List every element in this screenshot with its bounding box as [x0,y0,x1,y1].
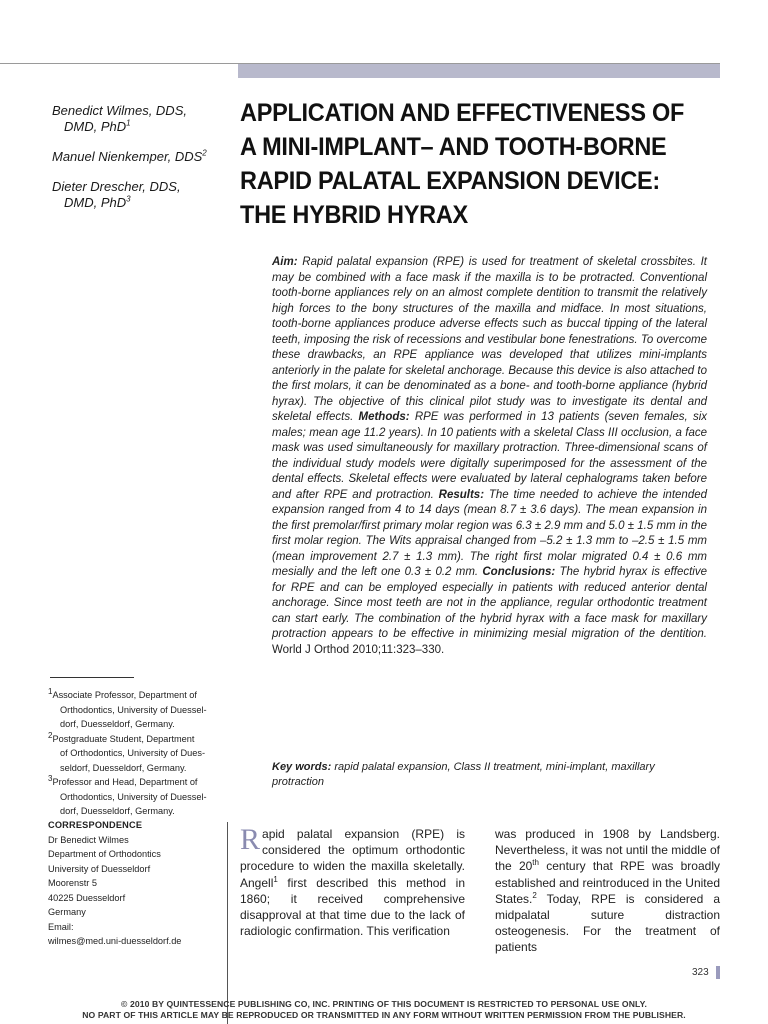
column-divider [227,822,228,1024]
affiliation-1-cont: Orthodontics, University of Duessel- dorf, Duesseldorf, Germany. [60,704,207,729]
results-label: Results: [438,488,485,501]
affiliation-2-text: Postgraduate Student, Department [52,733,195,744]
author-1-line2: DMD, PhD [64,119,127,134]
keywords [272,760,707,790]
copyright-notice [0,999,768,1021]
correspondence [48,818,223,949]
col1-text-a: apid palatal expansion (RPE) is considered the optimum orthodontic procedure to widen the maxilla skeletally. Angell [240,827,465,890]
affiliation-3-cont: Orthodontics, University of Duessel- dorf, Duesseldorf, Germany. [60,791,207,816]
copyright-line-2: NO PART OF THIS ARTICLE MAY BE REPRODUCED OR TRANSMITTED IN ANY FORM WITHOUT WRITTEN PERMISSION FROM THE PUBLISHER. [82,1010,686,1020]
reference-2: 2 [532,890,537,900]
keywords-label: Key words: [272,761,332,773]
aim-text: Rapid palatal expansion (RPE) is used for treatment of skeletal crossbites. It may be combined with a face mask if the maxilla is to be protracted. Conventional tooth-borne appliances rely on an almost complete dentition to transmit the relatively high forces to the bony structures of the maxilla and midface. In most situations, tooth-borne appliances produce adverse effects such as buccal tipping of the lateral teeth, imposing the risk of recessions and vestibular bone fenestrations. To overcome these drawbacks, an RPE appliance was developed that utilizes mini-implants anteriorly in the palate for skeletal anchorage. Because this device is also attached to the first molars, it can be denominated as a bone- and tooth-borne appliance (hybrid hyrax). The objective of this clinical pilot study was to investigate its dental and skeletal effects. [272,256,707,423]
correspondence-email-label: Email: [48,921,74,932]
methods-label: Methods: [358,411,410,423]
author-2-line1: Manuel Nienkemper, DDS [52,149,203,164]
affiliation-3-text: Professor and Head, Department of [52,777,198,787]
affiliation-3 [48,775,213,819]
author-2-sup: 2 [202,148,207,158]
body-column-2 [495,826,720,956]
author-1-sup: 1 [126,118,131,128]
conclusions-label: Conclusions: [482,566,556,578]
col1-text-b: first described this method in 1860; it received comprehensive disapproval at that time due to the lack of radiologic confirmation. This verification [240,875,465,939]
author-3 [52,179,232,211]
body-column-1 [240,823,465,939]
results-text: The time needed to achieve the intended expansion ranged from 4 to 14 days (mean 8.7 ± 3.6 days). The mean expansion in the first premolar/first primary molar region was 6.3 ± 2.9 mm and 5.0 ± 1.5 mm in the first molar region. The Wits appraisal changed from –5.2 ± 1.3 mm to –2.5 ± 1.5 mm (mean improvement 2.7 ± 1.3 mm). The right first molar migrated 0.4 ± 0.6 mm mesially and the left one 0.3 ± 0.2 mm. [272,488,708,578]
copyright-line-1: © 2010 BY QUINTESSENCE PUBLISHING CO, INC. PRINTING OF THIS DOCUMENT IS RESTRICTED TO PERSONAL USE ONLY. [121,999,647,1009]
author-3-line1: Dieter Drescher, DDS, [52,179,181,194]
correspondence-department: Department of Orthodontics [48,849,161,859]
correspondence-street: Moorenstr 5 [48,878,98,888]
keywords-text: rapid palatal expansion, Class II treatment, mini-implant, maxillary protraction [272,761,655,788]
author-1-line1: Benedict Wilmes, DDS, [52,103,187,118]
col2-text-b: century that RPE was broadly established and reintroduced in the United States. [495,859,720,906]
correspondence-city: 40225 Duesseldorf [48,892,126,903]
author-2 [52,149,232,165]
page-number-bar [716,966,720,979]
affiliation-2 [48,732,213,776]
header-color-band [238,64,720,78]
affiliation-1-sup: 1 [48,686,53,696]
article-title [240,96,691,232]
col2-text-a: was produced in 1908 by Landsberg. Nevertheless, it was not until the middle of the 20 [495,827,720,874]
aim-label: Aim: [272,256,298,268]
affiliation-1-text: Associate Professor, Department of [52,690,197,700]
title-line-1: APPLICATION AND EFFECTIVENESS OF [240,99,685,127]
correspondence-heading: CORRESPONDENCE [48,820,143,830]
title-line-4: THE HYBRID HYRAX [240,201,468,229]
page-number: 323 [692,967,709,978]
footnote-rule [50,677,134,678]
affiliation-2-sup: 2 [48,730,53,740]
abstract [272,255,707,658]
title-line-3: RAPID PALATAL EXPANSION DEVICE: [240,167,660,195]
ordinal-sup: th [532,858,539,868]
correspondence-email[interactable]: wilmes@med.uni-duesseldorf.de [48,936,182,946]
author-list [52,103,232,225]
correspondence-country: Germany [48,907,86,917]
author-3-line2: DMD, PhD [64,195,127,210]
correspondence-name: Dr Benedict Wilmes [48,834,129,845]
title-line-2: A MINI-IMPLANT– AND TOOTH-BORNE [240,133,667,161]
author-3-sup: 3 [126,194,131,204]
affiliation-1 [48,688,213,732]
correspondence-university: University of Duesseldorf [48,863,151,874]
col2-text-c: Today, RPE is considered a midpalatal suture distraction osteogenesis. For the treatment of patients [495,891,720,955]
affiliation-3-sup: 3 [48,773,53,783]
methods-text: RPE was performed in 13 patients (seven females, six males; mean age 11.2 years). In 10 patients with a skeletal Class III occlusion, a face mask was used simultaneously for maxillary protraction. Three-dimensional scans of the individual study models were digitally superimposed for the assessment of the dental effects. Skeletal effects were evaluated by lateral cephalograms taken before and after RPE and protraction. [272,411,708,501]
citation: World J Orthod 2010;11:323–330. [272,643,445,656]
author-1 [52,103,232,135]
reference-1: 1 [273,874,278,884]
drop-cap: R [240,823,261,856]
affiliations [48,688,213,819]
conclusions-text: The hybrid hyrax is effective for RPE and can be employed especially in patients with reduced anterior dental anchorage. Since most teeth are not in the appliance, regular orthodontic treatment can start early. The combination of the hybrid hyrax with a face mask for maxillary protraction appears to be effective in minimizing mesial migration of the dentition. [272,566,707,640]
affiliation-2-cont: of Orthodontics, University of Dues- seldorf, Duesseldorf, Germany. [60,748,206,773]
